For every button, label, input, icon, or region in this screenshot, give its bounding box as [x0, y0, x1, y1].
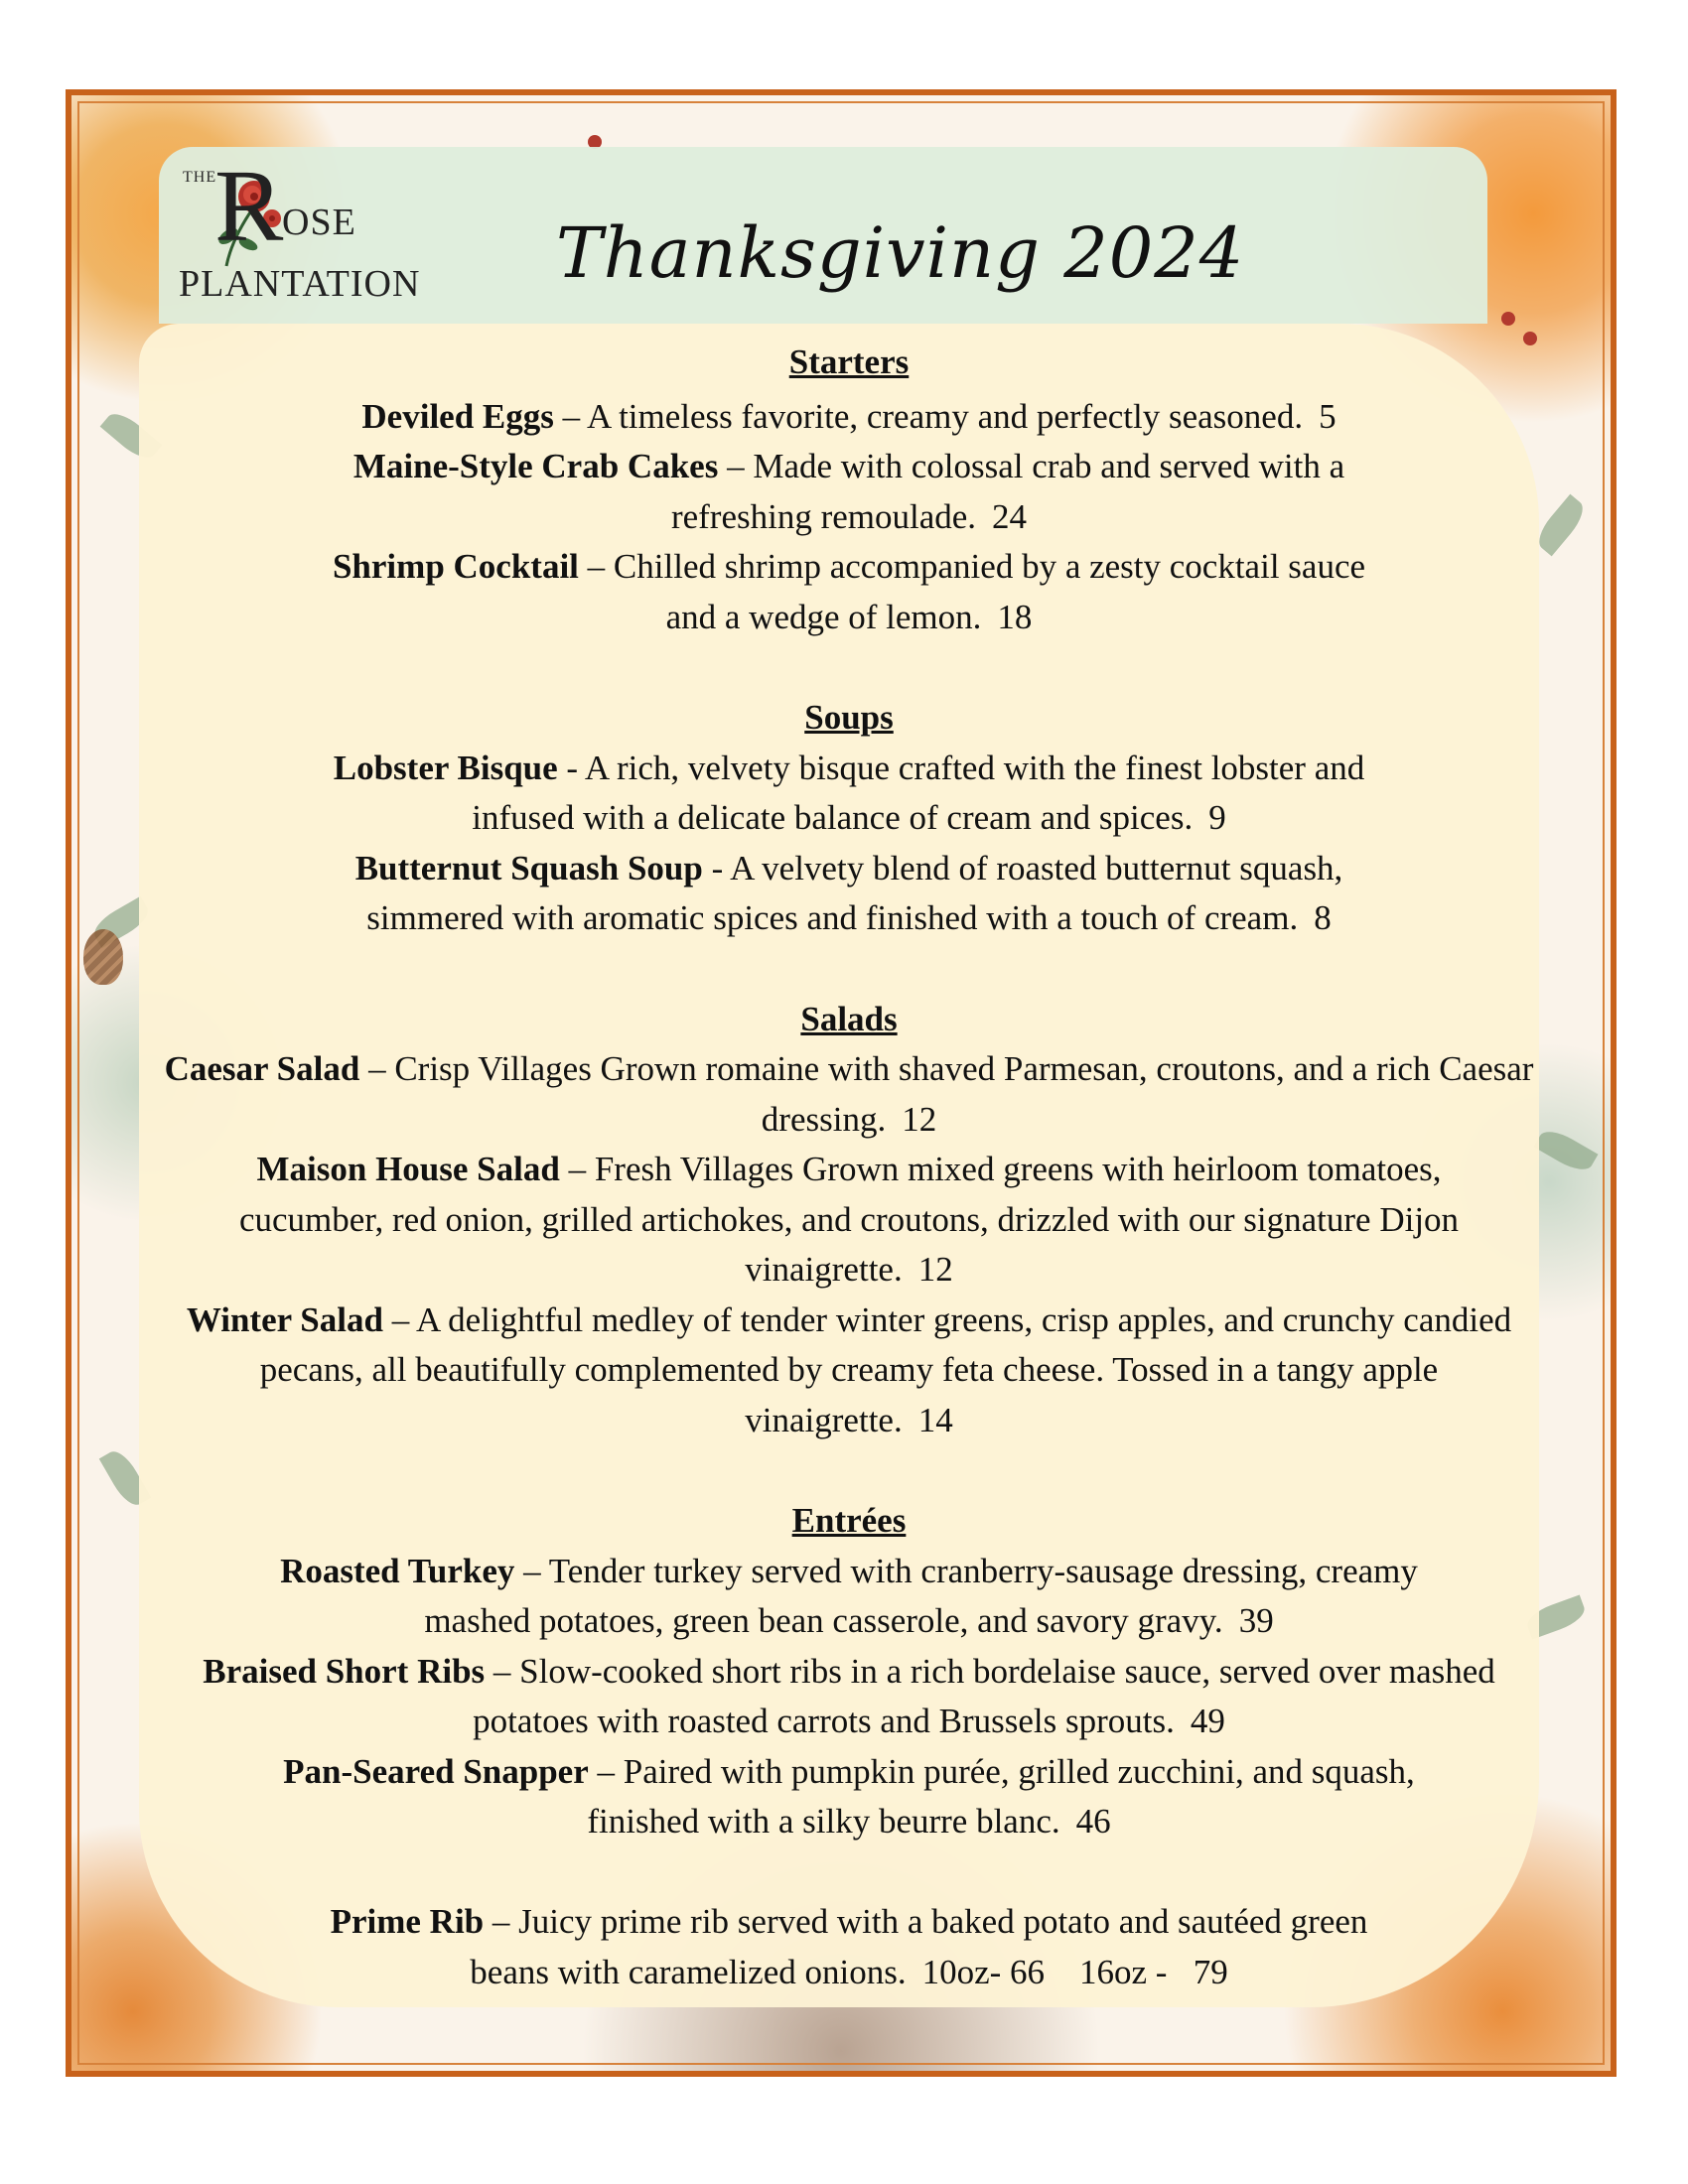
item-name: Maine-Style Crab Cakes	[352, 447, 719, 485]
item-price: 10oz- 66 16oz - 79	[921, 1952, 1228, 1991]
logo	[179, 149, 437, 308]
item-name: Braised Short Ribs	[203, 1651, 486, 1691]
item-price: 49	[1190, 1702, 1225, 1740]
item-description: Made with colossal crab and served with a refreshing remoulade.	[670, 447, 1345, 536]
item-description: Fresh Villages Grown mixed greens with heirloom tomatoes, cucumber, red onion, grilled artichokes, and croutons, drizzled with our signature Dijon vinaigrette.	[238, 1150, 1460, 1289]
item-description: Slow-cooked short ribs in a rich bordelaise sauce, served over mashed potatoes with roasted carrots and Brussels sprouts.	[473, 1651, 1495, 1740]
item-separator: –	[359, 1049, 395, 1088]
item-separator: -	[557, 748, 585, 787]
item-price: 9	[1208, 798, 1226, 837]
item-price: 5	[1319, 396, 1336, 436]
item-name: Shrimp Cocktail	[332, 547, 579, 586]
menu-item	[149, 542, 1549, 642]
item-separator: –	[588, 1751, 624, 1791]
item-separator: –	[559, 1150, 595, 1188]
logo-the: THE	[183, 169, 217, 186]
menu-item	[149, 1847, 1549, 1998]
item-name: Pan-Seared Snapper	[283, 1751, 589, 1791]
menu-item	[149, 1747, 1549, 1847]
item-separator: –	[718, 447, 754, 485]
item-price: 12	[902, 1099, 937, 1139]
item-name: Winter Salad	[186, 1299, 383, 1339]
item-name: Butternut Squash Soup	[354, 848, 703, 887]
item-separator: -	[702, 848, 731, 887]
item-separator: –	[514, 1551, 549, 1590]
section-title-salads: Salads	[800, 999, 898, 1038]
section-title-entrees: Entrées	[791, 1501, 907, 1540]
menu-item	[149, 844, 1549, 944]
item-price: 18	[997, 597, 1033, 636]
item-price: 8	[1314, 898, 1332, 937]
menu-item	[149, 1044, 1549, 1145]
logo-letter: R	[214, 149, 284, 263]
item-description: Chilled shrimp accompanied by a zesty cocktail sauce and a wedge of lemon.	[613, 547, 1366, 636]
section-title-starters: Starters	[788, 342, 910, 381]
item-price: 12	[917, 1250, 953, 1289]
item-separator: –	[578, 547, 614, 586]
item-description: A velvety blend of roasted butternut squash, simmered with aromatic spices and finished with a touch of cream.	[366, 848, 1343, 937]
item-price: 46	[1075, 1802, 1111, 1841]
item-separator: –	[553, 396, 587, 436]
menu-item	[149, 1647, 1549, 1747]
item-price: 39	[1238, 1601, 1274, 1640]
item-name: Prime Rib	[330, 1902, 485, 1941]
item-description: A timeless favorite, creamy and perfectly seasoned.	[586, 396, 1304, 436]
item-description: Crisp Villages Grown romaine with shaved Parmesan, croutons, and a rich Caesar dressing.	[394, 1049, 1534, 1139]
item-description: A delightful medley of tender winter greens, crisp apples, and crunchy candied pecans, all beautifully complemented by creamy feta cheese. Tossed in a tangy apple vinaigrette.	[259, 1299, 1512, 1439]
pinecone-decoration	[83, 929, 123, 985]
item-name: Deviled Eggs	[361, 396, 554, 436]
menu-item	[149, 744, 1549, 844]
item-name: Caesar Salad	[164, 1049, 360, 1088]
section-title-soups: Soups	[804, 698, 894, 737]
logo-plantation: PLANTATION	[179, 263, 421, 305]
logo-ose: OSE	[282, 202, 356, 243]
item-description: Juicy prime rib served with a baked potato and sautéed green beans with caramelized onions.	[470, 1902, 1368, 1991]
item-separator: –	[484, 1902, 519, 1941]
menu-item	[149, 1296, 1549, 1446]
item-name: Lobster Bisque	[333, 748, 558, 787]
menu-item	[149, 392, 1549, 443]
item-name: Roasted Turkey	[280, 1551, 515, 1590]
menu-item	[149, 442, 1549, 542]
page-title: Thanksgiving 2024	[556, 212, 1245, 294]
item-description: A rich, velvety bisque crafted with the finest lobster and infused with a delicate balance of cream and spices.	[472, 748, 1365, 837]
item-description: Tender turkey served with cranberry-sausage dressing, creamy mashed potatoes, green bean casserole, and savory gravy.	[424, 1551, 1418, 1640]
item-description: Paired with pumpkin purée, grilled zucchini, and squash, finished with a silky beurre blanc.	[587, 1751, 1415, 1841]
item-separator: –	[485, 1651, 520, 1691]
menu-item	[149, 1145, 1549, 1296]
menu-content	[149, 338, 1549, 1997]
berry-decoration	[1501, 312, 1515, 326]
item-name: Maison House Salad	[256, 1150, 560, 1188]
item-price: 14	[917, 1400, 953, 1439]
menu-item	[149, 1547, 1549, 1647]
item-separator: –	[382, 1299, 417, 1339]
item-price: 24	[992, 496, 1028, 536]
